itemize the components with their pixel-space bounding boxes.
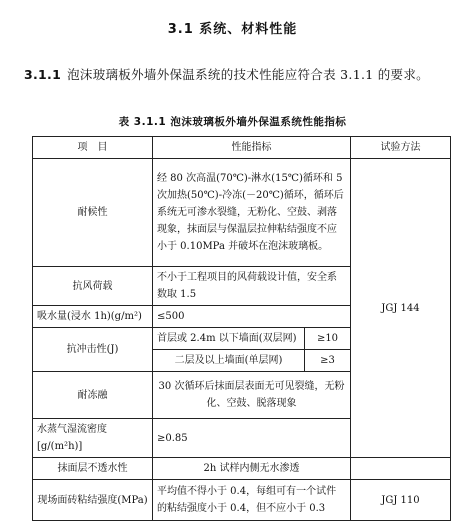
row-item-impermeability: 抹面层不透水性 — [33, 458, 153, 480]
table-caption: 表 3.1.1 泡沫玻璃板外墙外保温系统性能指标 — [118, 116, 347, 128]
clause-text: 泡沫玻璃板外墙外保温系统的技术性能应符合表 3.1.1 的要求。 — [67, 67, 429, 82]
table-row — [33, 159, 451, 267]
row-item-weathering: 耐候性 — [33, 159, 153, 267]
row-index-weathering: 经 80 次高温(70℃)-淋水(15℃)循环和 5 次加热(50℃)-冷冻(－20℃)循环，循环后系统无可渗水裂缝，无粉化、空鼓、剥落现象，抹面层与保温层拉伸粘结强度不应小于 0.10MPa 并破坏在泡沫玻璃板。 — [153, 159, 351, 267]
header-index: 性能指标 — [153, 137, 351, 159]
row-impact-sub2-text: 二层及以上墙面(单层网) — [153, 350, 305, 372]
method-blank — [351, 458, 451, 480]
row-item-wind-load: 抗风荷载 — [33, 267, 153, 306]
row-impact-sub2-value: ≥3 — [305, 350, 351, 372]
clause-number: 3.1.1 — [24, 67, 62, 82]
row-item-water-absorption: 吸水量(浸水 1h)(g/m²) — [33, 306, 153, 328]
clause-paragraph — [24, 64, 452, 86]
row-index-vapor: ≥0.85 — [153, 419, 351, 458]
header-method: 试验方法 — [351, 137, 451, 159]
row-index-wind-load: 不小于工程项目的风荷载设计值，安全系数取 1.5 — [153, 267, 351, 306]
performance-table — [32, 136, 451, 521]
row-item-vapor: 水蒸气湿流密度[g/(m²h)] — [33, 419, 153, 458]
row-impact-sub1-value: ≥10 — [305, 328, 351, 350]
row-impact-sub1-text: 首层或 2.4m 以下墙面(双层网) — [153, 328, 305, 350]
row-item-tile-bond: 现场面砖粘结强度(MPa) — [33, 480, 153, 521]
table-row — [33, 480, 451, 521]
method-jgj110: JGJ 110 — [351, 480, 451, 521]
row-item-freeze-thaw: 耐冻融 — [33, 372, 153, 419]
row-index-tile-bond: 平均值不得小于 0.4，每组可有一个试件的粘结强度小于 0.4，但不应小于 0.3 — [153, 480, 351, 521]
row-index-freeze-thaw: 30 次循环后抹面层表面无可见裂缝，无粉化、空鼓、脱落现象 — [153, 372, 351, 419]
row-index-water-absorption: ≤500 — [153, 306, 351, 328]
section-title: 3.1 系统、材料性能 — [167, 22, 298, 37]
method-jgj144: JGJ 144 — [351, 159, 451, 458]
row-item-impact: 抗冲击性(J) — [33, 328, 153, 372]
table-row — [33, 458, 451, 480]
table-header-row — [33, 137, 451, 159]
row-index-impermeability: 2h 试样内侧无水渗透 — [153, 458, 351, 480]
header-item: 项 目 — [33, 137, 153, 159]
